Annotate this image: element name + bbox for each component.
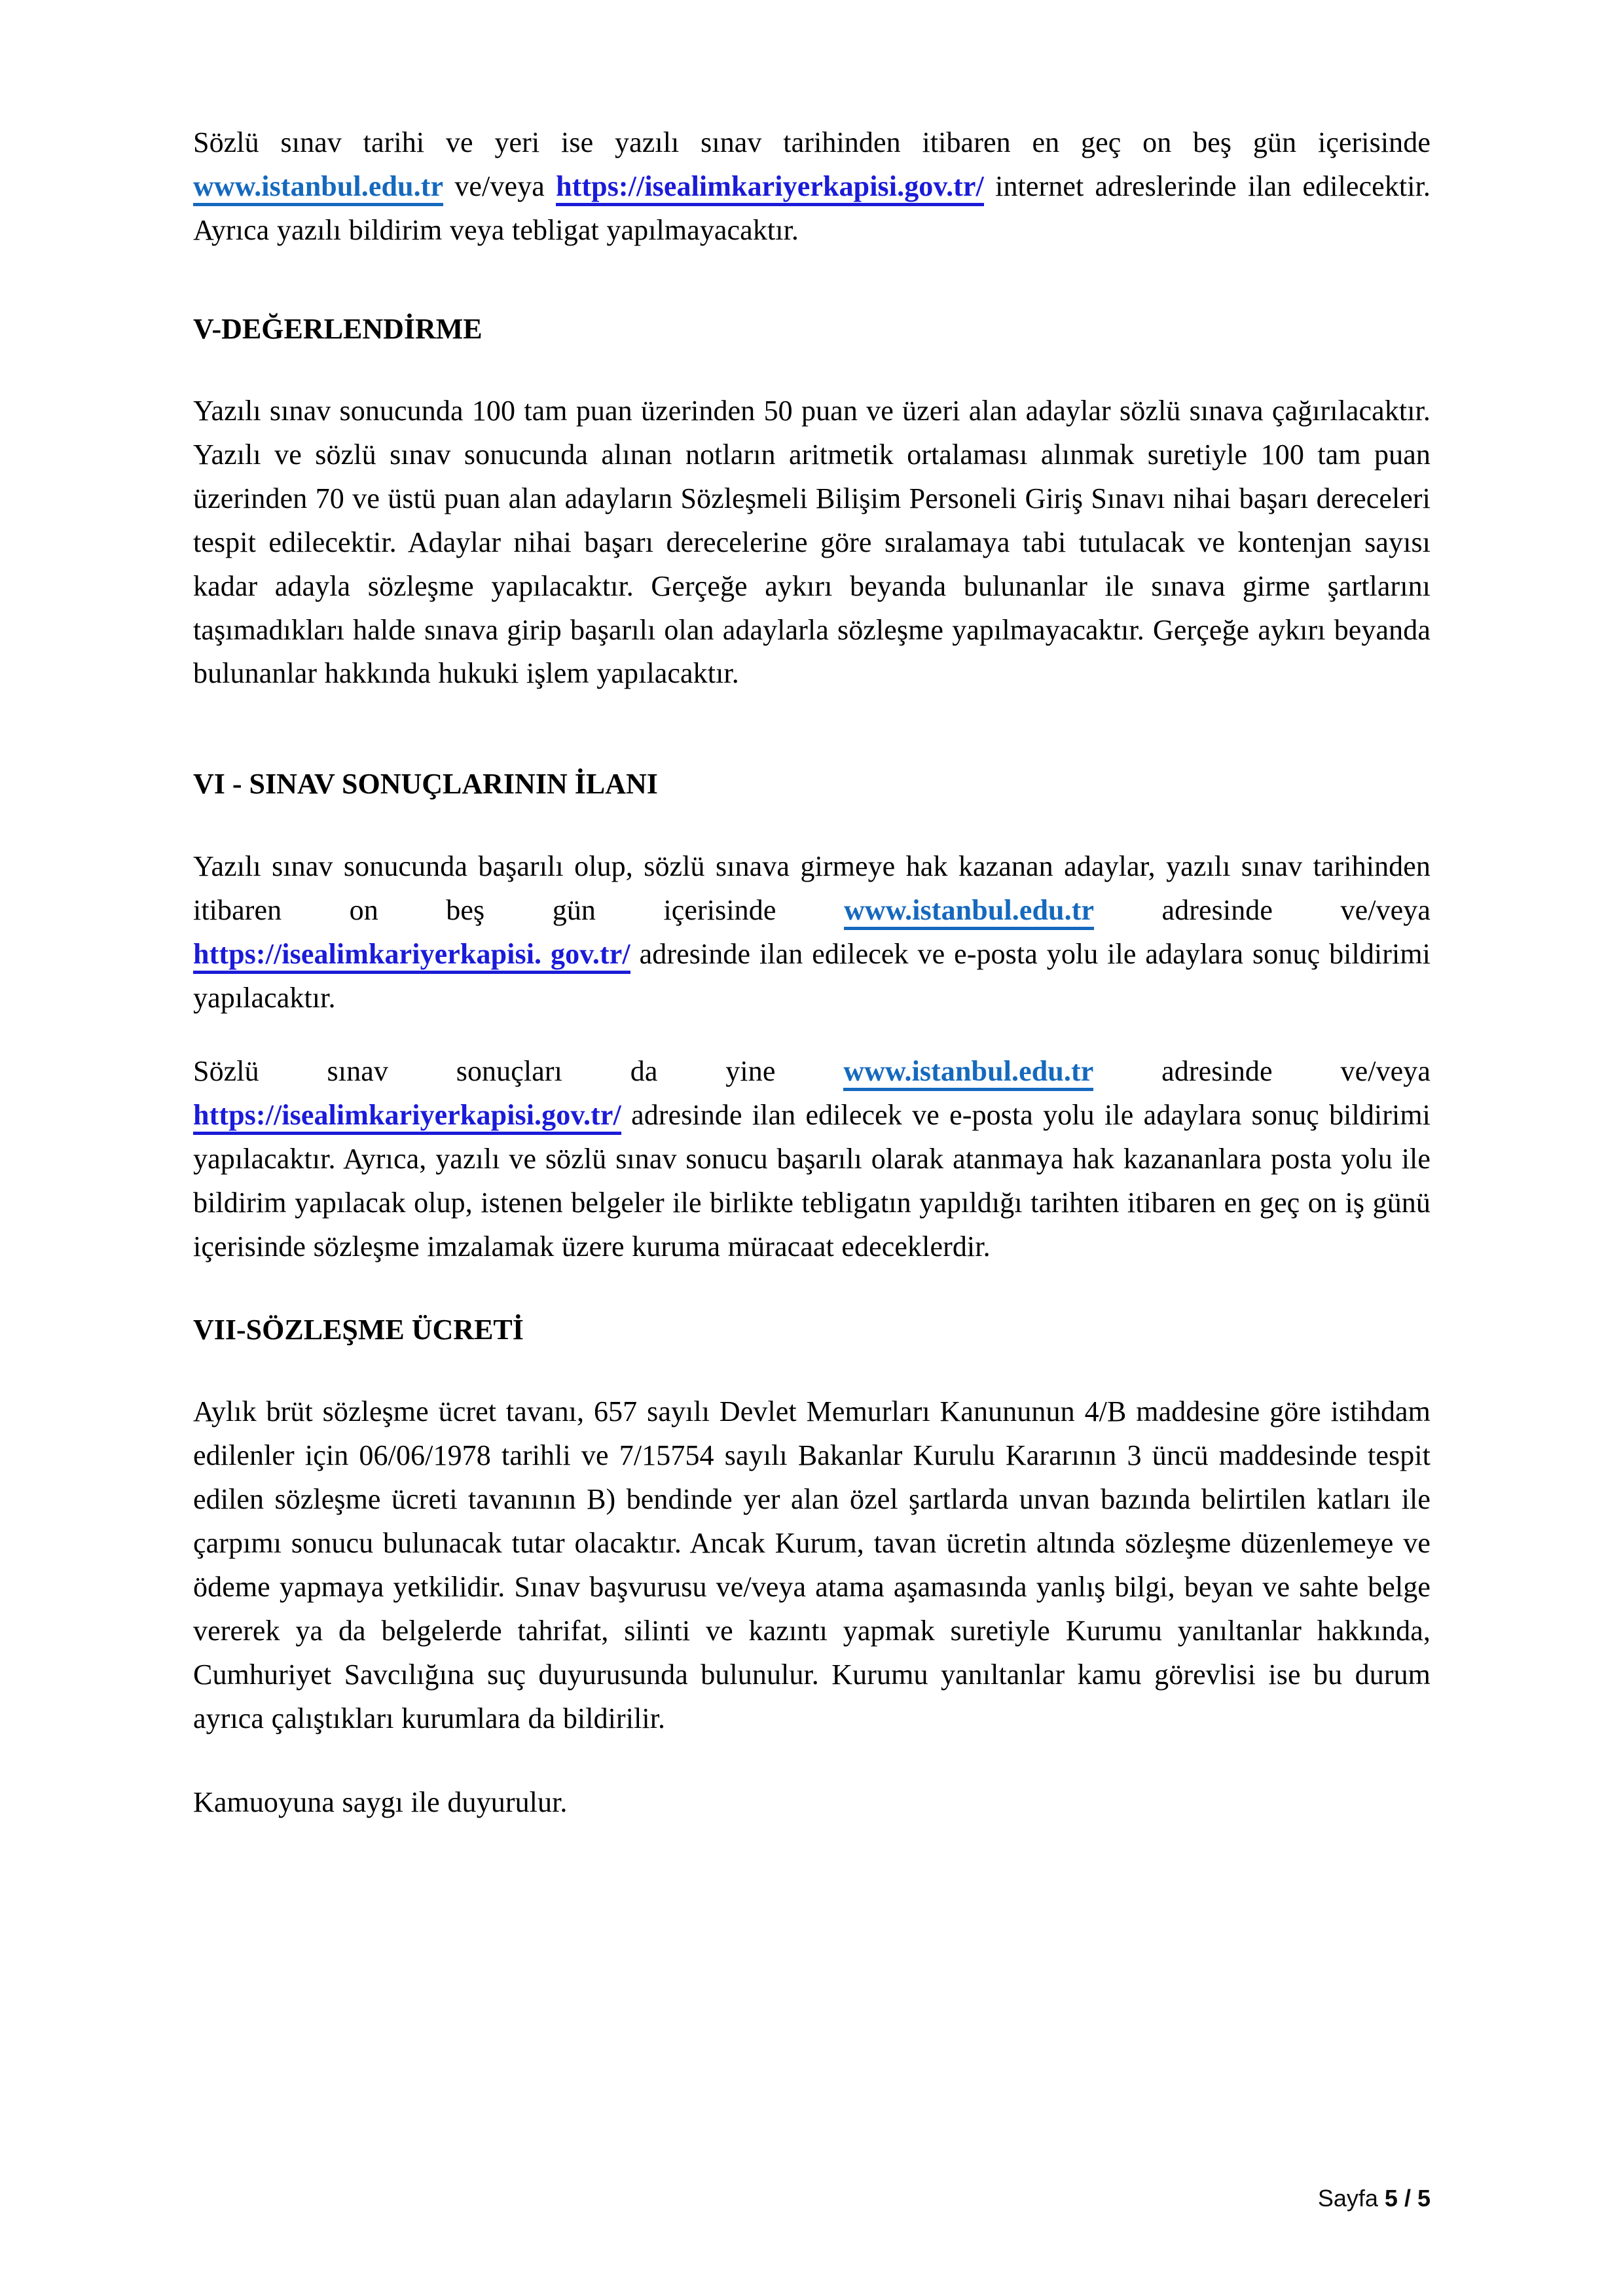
vi-p1-part1: Yazılı sınav sonucunda başarılı olup, sözlü sınava girmeye hak kazanan adaylar, yazılı sınav tarihinden itibaren on beş gün içerisinde	[193, 850, 1431, 926]
link-isealimkariyerkapisi[interactable]: https://isealimkariyerkapisi. gov.tr/	[193, 938, 630, 974]
section-v-paragraph: Yazılı sınav sonucunda 100 tam puan üzerinden 50 puan ve üzeri alan adaylar sözlü sınava çağırılacaktır. Yazılı ve sözlü sınav sonucunda alınan notların aritmetik ortalaması alınmak suretiyle 100 tam puan üzerinden 70 ve üstü puan alan adayların Sözleşmeli Bilişim Personeli Giriş Sınavı nihai başarı dereceleri tespit edilecektir. Adaylar nihai başarı derecelerine göre sıralamaya tabi tutulacak ve kontenjan sayısı kadar adayla sözleşme yapılacaktır. Gerçeğe aykırı beyanda bulunanlar ile sınava girme şartlarını taşımadıkları halde sınava girip başarılı olan adaylarla sözleşme yapılmayacaktır. Gerçeğe aykırı beyanda bulunanlar hakkında hukuki işlem yapılacaktır.	[193, 395, 1431, 690]
footer-total-pages: 5	[1417, 2184, 1431, 2212]
spacer	[193, 1740, 1431, 1781]
spacer	[193, 696, 1431, 764]
spacer	[193, 253, 1431, 309]
link-isealimkariyerkapisi[interactable]: https://isealimkariyerkapisi.gov.tr/	[556, 170, 984, 206]
vi-p1-part2: adresinde ve/veya	[1094, 893, 1431, 926]
link-istanbul-edu-tr[interactable]: www.istanbul.edu.tr	[844, 894, 1094, 930]
section-vi-paragraph-1	[193, 845, 1431, 1020]
page-content	[193, 121, 1431, 1825]
vi-p1-part3: adresinde ilan edilecek ve e-posta yolu ile adaylara sonuç bildirimi yapılacaktır.	[193, 937, 1431, 1014]
section-heading-v: V-DEĞERLENDİRME	[193, 312, 483, 345]
spacer	[193, 1350, 1431, 1390]
footer-current-page: 5	[1384, 2184, 1398, 2212]
link-istanbul-edu-tr[interactable]: www.istanbul.edu.tr	[843, 1055, 1093, 1091]
section-vi-paragraph-2	[193, 1050, 1431, 1268]
closing-paragraph: Kamuoyuna saygı ile duyurulur.	[193, 1786, 568, 1819]
vi-p2-part1: Sözlü sınav sonuçları da yine	[193, 1055, 844, 1088]
footer-separator: /	[1404, 2184, 1411, 2212]
intro-text-part2: ve/veya	[443, 170, 556, 202]
vi-p2-part2: adresinde ve/veya	[1093, 1055, 1431, 1088]
page-footer	[1318, 2184, 1431, 2212]
section-heading-vii: VII-SÖZLEŞME ÜCRETİ	[193, 1313, 524, 1346]
spacer	[193, 1269, 1431, 1310]
vi-p2-part3: adresinde ilan edilecek ve e-posta yolu ile adaylara sonuç bildirimi yapılacaktır. Ayrıca, yazılı ve sözlü sınav sonucu başarılı olarak atanmaya hak kazananlara posta yolu ile bildirim yapılacak olup, istenen belgeler ile birlikte tebligatın yapıldığı tarihten itibaren en geç on iş günü içerisinde sözleşme imzalamak üzere kuruma müracaat edeceklerdir.	[193, 1099, 1431, 1263]
intro-paragraph	[193, 121, 1431, 253]
link-isealimkariyerkapisi[interactable]: https://isealimkariyerkapisi.gov.tr/	[193, 1099, 621, 1135]
link-istanbul-edu-tr[interactable]: www.istanbul.edu.tr	[193, 170, 443, 206]
intro-text-part1: Sözlü sınav tarihi ve yeri ise yazılı sınav tarihinden itibaren en geç on beş gün içerisinde	[193, 126, 1431, 158]
section-heading-vi: VI - SINAV SONUÇLARININ İLANI	[193, 768, 658, 800]
intro-text-part3: internet adreslerinde ilan edilecektir. Ayrıca yazılı bildirim veya tebligat yapılmayacaktır.	[193, 170, 1431, 246]
section-vii-paragraph: Aylık brüt sözleşme ücret tavanı, 657 sayılı Devlet Memurları Kanununun 4/B maddesine göre istihdam edilenler için 06/06/1978 tarihli ve 7/15754 sayılı Bakanlar Kurulu Kararının 3 üncü maddesinde tespit edilen sözleşme ücreti tavanının B) bendinde yer alan özel şartlarda unvan bazında belirtilen katları ile çarpımı sonucu bulunacak tutar olacaktır. Ancak Kurum, tavan ücretin altında sözleşme düzenlemeye ve ödeme yapmaya yetkilidir. Sınav başvurusu ve/veya atama aşamasında yanlış bilgi, beyan ve sahte belge vererek ya da belgelerde tahrifat, silinti ve kazıntı yapmak suretiyle Kurumu yanıltanlar hakkında, Cumhuriyet Savcılığına suç duyurusunda bulunulur. Kurumu yanıltanlar kamu görevlisi ise bu durum ayrıca çalıştıkları kurumlara da bildirilir.	[193, 1395, 1431, 1734]
spacer	[193, 349, 1431, 389]
spacer	[193, 1020, 1431, 1050]
footer-label: Sayfa	[1317, 2184, 1378, 2212]
spacer	[193, 804, 1431, 845]
